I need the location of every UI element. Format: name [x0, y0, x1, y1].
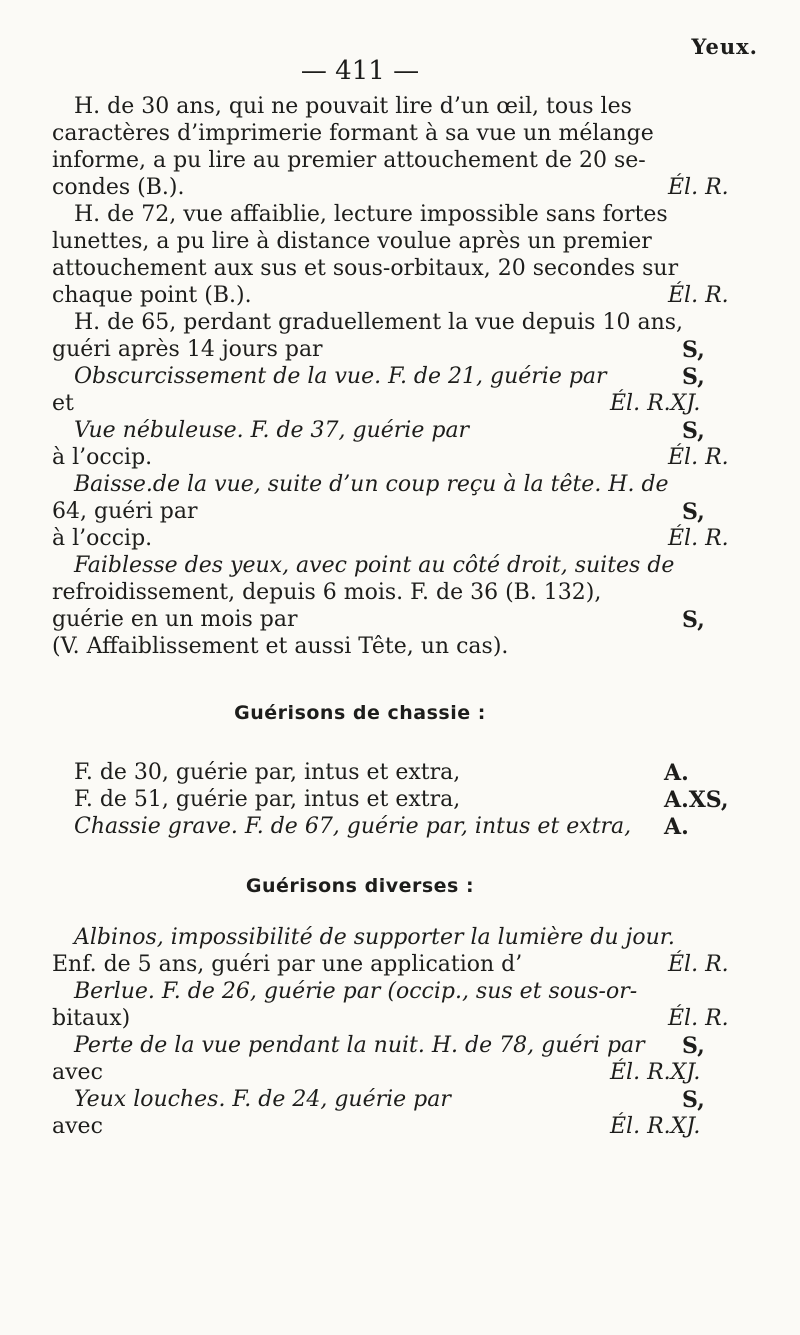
margin-note: S,	[682, 499, 705, 525]
text-line: Berlue. F. de 26, guérie par (occip., sus et sous-or-	[74, 979, 638, 1004]
margin-note: Él. R.XJ.	[610, 1114, 701, 1139]
text-line: F. de 51, guérie par, intus et extra,	[74, 787, 461, 812]
text-line: Yeux louches. F. de 24, guérie par	[74, 1087, 451, 1112]
margin-note: S,	[682, 337, 705, 363]
margin-note: Él. R.	[668, 1006, 729, 1031]
section-heading: Guérisons de chassie :	[234, 702, 486, 724]
text-line: Vue nébuleuse. F. de 37, guérie par	[74, 418, 470, 443]
text-line: F. de 30, guérie par, intus et extra,	[74, 760, 461, 785]
section-heading: Guérisons diverses :	[245, 875, 475, 897]
text-line: caractères d’imprimerie formant à sa vue un mélange	[52, 121, 654, 146]
text-line: guéri après 14 jours par	[52, 337, 323, 362]
text-line: Obscurcissement de la vue. F. de 21, guérie par	[74, 364, 607, 389]
text-line: Perte de la vue pendant la nuit. H. de 78, guéri par	[74, 1033, 645, 1058]
text-line: à l’occip.	[52, 445, 153, 470]
margin-note: S,	[682, 607, 705, 633]
text-line: avec	[52, 1060, 103, 1085]
margin-note: S,	[682, 364, 705, 390]
margin-note: A.	[664, 814, 689, 840]
page-number: — 411 —	[300, 56, 420, 86]
text-line: H. de 72, vue affaiblie, lecture impossible sans fortes	[74, 202, 668, 227]
margin-note: Él. R.	[668, 445, 729, 470]
section-title: Yeux.	[691, 34, 758, 59]
text-line: Faiblesse des yeux, avec point au côté droit, suites de	[74, 553, 675, 578]
text-line: Baisse.de la vue, suite d’un coup reçu à la tête. H. de	[74, 472, 669, 497]
margin-note: S,	[682, 1033, 705, 1059]
margin-note: A.XS,	[664, 787, 729, 813]
text-line: H. de 65, perdant graduellement la vue depuis 10 ans,	[74, 310, 684, 335]
text-line: 64, guéri par	[52, 499, 198, 524]
margin-note: A.	[664, 760, 689, 786]
text-line: Enf. de 5 ans, guéri par une application d’	[52, 952, 523, 977]
margin-note: S,	[682, 418, 705, 444]
text-line: Albinos, impossibilité de supporter la lumière du jour.	[74, 925, 675, 950]
margin-note: Él. R.	[668, 952, 729, 977]
text-line: attouchement aux sus et sous-orbitaux, 20 secondes sur	[52, 256, 679, 281]
text-line: chaque point (B.).	[52, 283, 252, 308]
margin-note: Él. R.	[668, 526, 729, 551]
text-line: à l’occip.	[52, 526, 153, 551]
margin-note: Él. R.XJ.	[610, 391, 701, 416]
text-line: guérie en un mois par	[52, 607, 298, 632]
text-line: H. de 30 ans, qui ne pouvait lire d’un œil, tous les	[74, 94, 632, 119]
text-line: refroidissement, depuis 6 mois. F. de 36 (B. 132),	[52, 580, 602, 605]
text-line: informe, a pu lire au premier attouchement de 20 se-	[52, 148, 646, 173]
margin-note: Él. R.XJ.	[610, 1060, 701, 1085]
text-line: et	[52, 391, 74, 416]
text-line: bitaux)	[52, 1006, 131, 1031]
text-line: condes (B.).	[52, 175, 185, 200]
text-line: avec	[52, 1114, 103, 1139]
text-line: Chassie grave. F. de 67, guérie par, intus et extra,	[74, 814, 632, 839]
margin-note: Él. R.	[668, 175, 729, 200]
margin-note: S,	[682, 1087, 705, 1113]
text-line: (V. Affaiblissement et aussi Tête, un cas).	[52, 634, 509, 659]
text-line: lunettes, a pu lire à distance voulue après un premier	[52, 229, 652, 254]
margin-note: Él. R.	[668, 283, 729, 308]
